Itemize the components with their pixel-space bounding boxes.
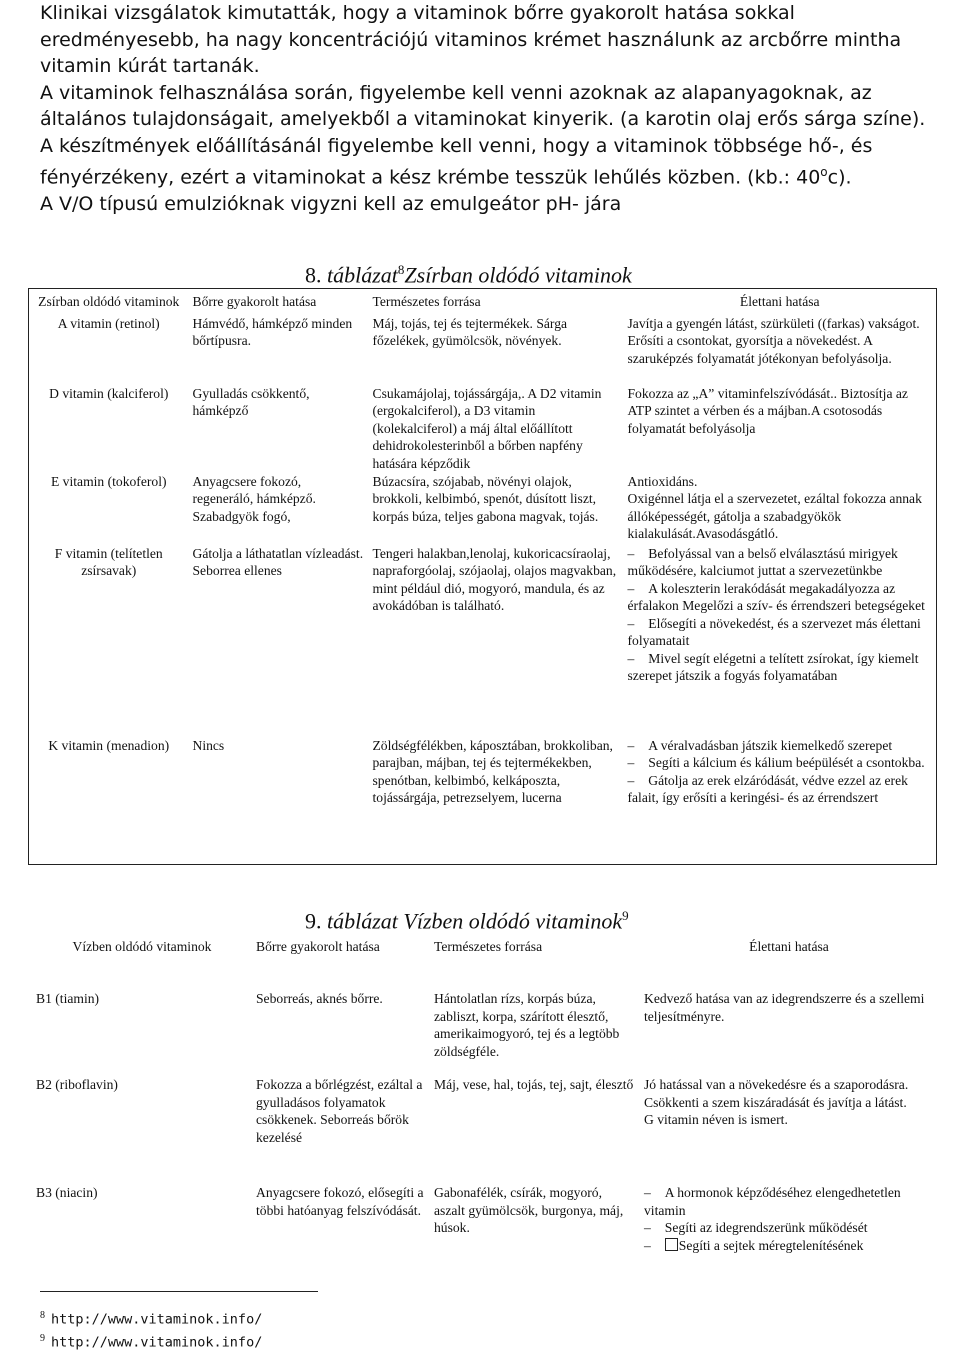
physiological-effect: Fokozza az „A” vitaminfelszívódását.. Biztosítja az ATP szintet a vérben és a májban.A csotosodás folyamatát befolyásolja bbox=[627, 385, 908, 436]
vitamin-name: D vitamin (kalciferol) bbox=[49, 385, 169, 401]
table9-caption-word: táblázat bbox=[327, 908, 398, 934]
skin-effect: Anyagcsere fokozó, elősegíti a többi hatóanyag felszívódását. bbox=[256, 1185, 424, 1218]
table-row bbox=[29, 385, 937, 473]
footnote-number: 8 bbox=[40, 1310, 45, 1321]
table9-caption bbox=[305, 908, 629, 934]
table8-header-source: Természetes forrása bbox=[372, 294, 481, 309]
table8-header-effect: Élettani hatása bbox=[739, 294, 820, 309]
skin-effect: Anyagcsere fokozó, regeneráló, hámképző. Szabadgyök fogó, bbox=[192, 473, 316, 524]
physiological-effect: Kedvező hatása van az idegrendszerre és a szellemi teljesítményre. bbox=[644, 991, 925, 1024]
effect-bullet: – A hormonok képződéséhez elengedhetetlen vitamin bbox=[644, 1184, 934, 1219]
effect-line: Jó hatással van a növekedésre és a szaporodásra. bbox=[644, 1077, 909, 1092]
natural-source: Tengeri halakban,lenolaj, kukoricacsíraolaj, napraforgóolaj, szójaolaj, olajos magvakban, mint például dió, mogyoró, mandula, és az avokádóban is található. bbox=[372, 545, 617, 613]
natural-source: Hántolatlan rízs, korpás búza, zabliszt, korpa, szárított élesztő, amerikaimogyoró, tej és a legtöbb zöldségféle. bbox=[434, 991, 620, 1059]
footnote-link[interactable]: http://www.vitaminok.info/ bbox=[51, 1334, 263, 1351]
effect-bullet: – A véralvadásban játszik kiemelkedő szerepet bbox=[628, 737, 933, 755]
footnote-separator bbox=[40, 1291, 318, 1292]
effect-line: Csökkenti a szem kiszáradását és javítja a látást. bbox=[644, 1094, 907, 1110]
table-row bbox=[32, 1076, 938, 1184]
footnote-9 bbox=[40, 1333, 262, 1351]
table-row bbox=[32, 1184, 938, 1270]
checkbox-glyph-icon bbox=[665, 1238, 678, 1251]
skin-effect: Fokozza a bőrlégzést, ezáltal a gyulladásos folyamatok csökkenek. Seborreás bőrök kezelésé bbox=[256, 1077, 423, 1145]
footnote-8 bbox=[40, 1310, 262, 1328]
natural-source: Gabonafélék, csírák, mogyoró, aszalt gyümölcsök, burgonya, máj, húsok. bbox=[434, 1185, 624, 1235]
table-water-soluble-vitamins bbox=[32, 934, 938, 1270]
vitamin-name: A vitamin (retinol) bbox=[57, 315, 160, 331]
table9-header-row bbox=[32, 934, 938, 990]
table8-header-skin: Bőrre gyakorolt hatása bbox=[192, 294, 317, 309]
effect-bullet bbox=[644, 1237, 934, 1255]
table9-header-effect: Élettani hatása bbox=[749, 939, 829, 954]
table8-caption bbox=[305, 262, 632, 288]
intro-text bbox=[40, 0, 940, 217]
effect-bullet: – Gátolja az erek elzáródását, védve ezzel az erek falait, így erősíti a keringési- és az érrendszert bbox=[628, 772, 933, 807]
footnote-number: 9 bbox=[40, 1333, 45, 1344]
natural-source: Búzacsíra, szójabab, növényi olajok, brokkoli, kelbimbó, spenót, dúsított liszt, korpás búza, teljes gabona magvak, tojás. bbox=[372, 473, 599, 524]
physiological-effect bbox=[624, 473, 937, 545]
footnote-link[interactable]: http://www.vitaminok.info/ bbox=[51, 1311, 263, 1328]
effect-text: Segíti a sejtek méregtelenítésének bbox=[678, 1237, 864, 1253]
vitamin-name: B2 (riboflavin) bbox=[36, 1077, 118, 1092]
table9-caption-number: 9. bbox=[305, 908, 322, 934]
effect-line: Antioxidáns. bbox=[627, 473, 698, 489]
intro-paragraph-2: A vitaminok felhasználása során, figyelembe kell venni azoknak az alapanyagoknak, az általános tulajdonságait, amelyekből a vitaminokat kinyerik. (a karotin olaj erős sárga színe). bbox=[40, 81, 926, 130]
intro-p3-tail: c). bbox=[827, 166, 852, 189]
table-row bbox=[29, 737, 937, 865]
effect-bullet: – Befolyással van a belső elválasztású mirigyek működésére, kalciumot juttat a szervezetünkbe bbox=[628, 545, 933, 580]
vitamin-name: K vitamin (menadion) bbox=[48, 737, 170, 753]
table-row bbox=[29, 315, 937, 385]
natural-source: Máj, tojás, tej és tejtermékek. Sárga főzelékek, gyümölcsök, növények. bbox=[372, 315, 568, 348]
intro-paragraph-4: A V/O típusú emulzióknak vigyzni kell az emulgeátor pH- jára bbox=[40, 192, 622, 215]
table8-header-vitamin: Zsírban oldódó vitaminok bbox=[38, 294, 180, 309]
skin-effect: Gyulladás csökkentő, hámképző bbox=[192, 385, 310, 418]
effect-bullet: – A koleszterin lerakódását megakadályozza az érfalakon Megelőzi a szív- és érrendszeri betegségeket bbox=[628, 580, 933, 615]
table8-caption-title: Zsírban oldódó vitaminok bbox=[404, 262, 632, 288]
degree-sup: o bbox=[820, 165, 828, 179]
vitamin-name: F vitamin (telítetlen zsírsavak) bbox=[54, 545, 163, 578]
table8-header-row bbox=[29, 289, 937, 315]
natural-source: Máj, vese, hal, tojás, tej, sajt, élesztő bbox=[434, 1077, 634, 1092]
physiological-effect bbox=[624, 737, 937, 865]
table8-footnote-ref: 8 bbox=[397, 262, 405, 277]
effect-bullet: – Segíti az idegrendszerünk működését bbox=[644, 1219, 934, 1237]
effect-line: G vitamin néven is ismert. bbox=[644, 1112, 788, 1127]
natural-source: Csukamájolaj, tojássárgája,. A D2 vitamin (ergokalciferol), a D3 vitamin (kolekalciferol) a máj által előállított dehidrokolesterinből a bőrben napfény hatására képződik bbox=[372, 385, 602, 471]
intro-paragraph-1: Klinikai vizsgálatok kimutatták, hogy a vitaminok bőrre gyakorolt hatása sokkal eredményesebb, ha nagy koncentrációjú vitaminos krémet használunk az arcbőrre mintha vitamin kúrát tartanák. bbox=[40, 2, 902, 77]
table9-header-skin: Bőrre gyakorolt hatása bbox=[256, 939, 380, 954]
intro-p3-text: A készítmények előállításánál figyelembe kell venni, hogy a vitaminok többsége hő-, és fényérzékeny, ezért a vitaminokat a kész krémbe tesszük lehűlés közben. (kb.: 40 bbox=[40, 134, 873, 189]
table9-caption-title: Vízben oldódó vitaminok bbox=[403, 908, 623, 934]
table-fat-soluble-vitamins bbox=[28, 288, 937, 865]
table8-caption-number: 8. bbox=[305, 262, 322, 288]
vitamin-name: E vitamin (tokoferol) bbox=[50, 473, 167, 489]
physiological-effect bbox=[640, 1076, 938, 1184]
table8-caption-word: táblázat bbox=[327, 262, 398, 288]
physiological-effect bbox=[624, 545, 937, 737]
physiological-effect bbox=[640, 1184, 938, 1270]
table9-footnote-ref: 9 bbox=[622, 908, 629, 923]
table-row bbox=[32, 990, 938, 1076]
vitamin-name: B1 (tiamin) bbox=[36, 991, 100, 1006]
effect-line: Oxigénnel látja el a szervezetet, ezáltal fokozza annak állóképességét, gátolja a szabadgyökök kialakulását.Avasodásgátló. bbox=[627, 491, 922, 541]
skin-effect: Gátolja a láthatatlan vízleadást. Seborrea ellenes bbox=[192, 545, 364, 578]
intro-paragraph-3 bbox=[40, 133, 940, 191]
table-row bbox=[29, 473, 937, 545]
skin-effect: Hámvédő, hámképző minden bőrtípusra. bbox=[192, 315, 353, 348]
skin-effect: Nincs bbox=[192, 737, 225, 753]
vitamin-name: B3 (niacin) bbox=[36, 1185, 98, 1200]
table9-header-source: Természetes forrása bbox=[434, 939, 543, 954]
effect-bullet: – Mivel segít elégetni a telített zsírokat, így kiemelt szerepet játszik a fogyás folyamatában bbox=[628, 650, 933, 685]
effect-bullet: – Elősegíti a növekedést, és a szervezet más élettani folyamatait bbox=[628, 615, 933, 650]
physiological-effect: Javítja a gyengén látást, szürkületi ((farkas) vakságot. Erősíti a csontokat, gyorsítja a növekedést. A szaruképzés folyamatát jótékonyan befolyásolja. bbox=[627, 315, 920, 366]
natural-source: Zöldségfélékben, káposztában, brokkoliban, parajban, májban, tej és tejtermékekben, spenótban, kelbimbó, kelkáposzta, tojássárgája, petrezselyem, lucerna bbox=[372, 737, 613, 805]
table9-header-vitamin: Vízben oldódó vitaminok bbox=[72, 939, 212, 954]
skin-effect: Seborreás, aknés bőrre. bbox=[256, 991, 383, 1006]
table-row bbox=[29, 545, 937, 737]
effect-bullet: – Segíti a kálcium és kálium beépülését a csontokba. bbox=[628, 754, 933, 772]
